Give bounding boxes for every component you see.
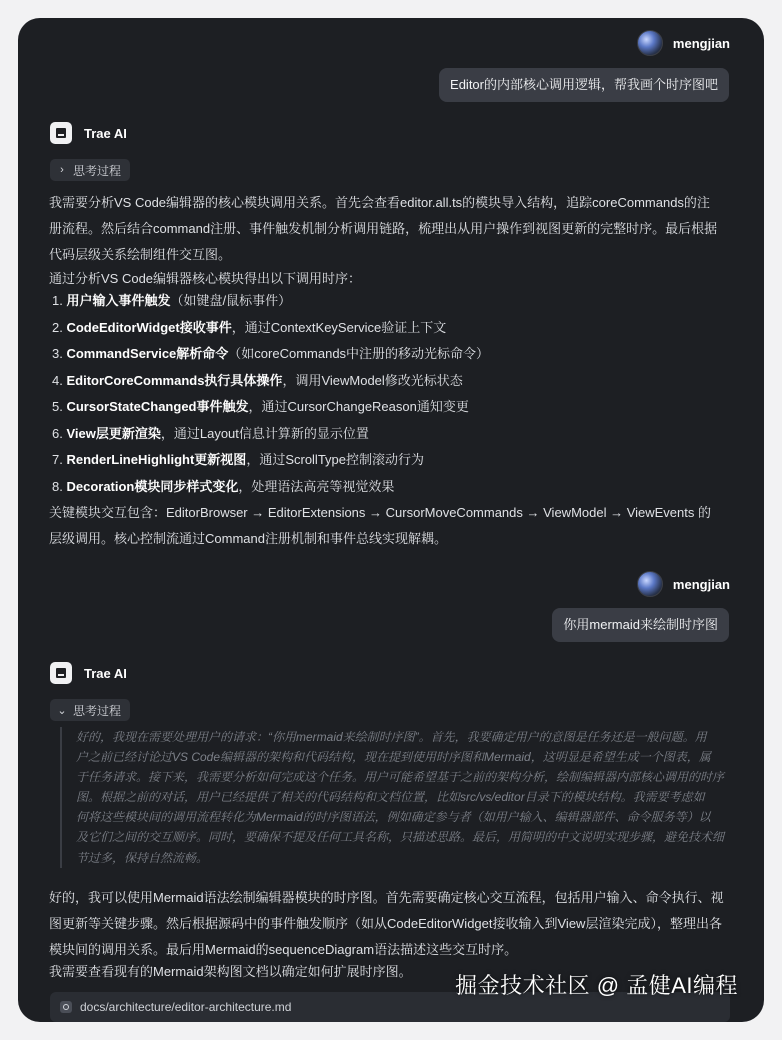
user-name: mengjian [672,576,730,592]
list-item: 6. View层更新渲染，通过Layout信息计算新的显示位置 [52,425,369,441]
ai-intro-paragraph [49,190,717,268]
text-line: 册流程。然后结合command注册、事件触发机制分析调用链路，梳理出从用户操作到视图更新的完整时序。最后根据 [49,221,718,236]
list-item: 8. Decoration模块同步样式变化，处理语法高亮等视觉效果 [52,478,395,494]
watermark: 掘金技术社区 @ 孟健AI编程 [455,973,738,998]
thinking-process-label: 思考过程 [73,163,122,178]
text-line: 层级调用。核心控制流通过Command注册机制和事件总线实现解耦。 [49,531,447,546]
user-avatar [637,571,663,597]
text-line: 我需要分析VS Code编辑器的核心模块调用关系。首先会查看editor.all.ts的模块导入结构，追踪coreCommands的注 [49,195,710,210]
chevron-down-icon: ⌄ [57,704,67,717]
text-line: 模块间的调用关系。最后用Mermaid的sequenceDiagram语法描述这些交互时序。 [49,942,518,957]
text-line: 节过多，保持自然流畅。 [76,850,209,865]
thinking-content [60,727,736,868]
ai-name: Trae AI [84,665,127,681]
thinking-process-toggle[interactable] [50,159,130,181]
text-line: 及它们之间的交互顺序。同时，要确保不提及任何工具名称，只描述思路。最后，用简明的中文说明实现步骤，避免技术细 [76,830,725,845]
user-message-bubble: Editor的内部核心调用逻辑，帮我画个时序图吧 [439,68,729,102]
text-line: 户之前已经讨论过VS Code编辑器的架构和代码结构，现在提到使用时序图和Mermaid，这明显是希望生成一个图表，属 [76,750,711,765]
user-header [637,571,730,597]
ai-check-text: 我需要查看现有的Mermaid架构图文档以确定如何扩展时序图。 [49,964,412,979]
text-line: 图更新等关键步骤。然后根据源码中的事件触发顺序（如从CodeEditorWidget接收输入到View层渲染完成），整理出各 [49,916,722,931]
thinking-process-label: 思考过程 [73,703,122,718]
text-line: 图。根据之前的对话，用户已经提供了相关的代码结构和文档位置，比如src/vs/editor目录下的模块结构。我需要考虑如 [76,790,705,805]
chevron-right-icon: › [60,164,64,176]
ai-answer-paragraph [49,885,724,963]
text-line: 何将这些模块间的调用流程转化为Mermaid的时序图语法，例如确定参与者（如用户输入、编辑器部件、命令服务等）以 [76,810,711,825]
user-header [637,30,730,56]
user-avatar [637,30,663,56]
list-item: 5. CursorStateChanged事件触发，通过CursorChangeReason通知变更 [52,399,469,414]
ai-header [50,122,127,144]
user-message-bubble: 你用mermaid来绘制时序图 [552,608,729,642]
list-item: 7. RenderLineHighlight更新视图，通过ScrollType控制滚动行为 [52,452,425,467]
text-line: 好的，我可以使用Mermaid语法绘制编辑器模块的时序图。首先需要确定核心交互流程，包括用户输入、命令执行、视 [49,890,724,905]
list-item: 1. 用户输入事件触发（如键盘/鼠标事件） [52,293,292,308]
text-line: 关键模块交互包含：EditorBrowser → EditorExtensions → CursorMoveCommands → ViewModel → ViewEvents 的 [49,505,711,520]
thinking-process-toggle[interactable] [50,699,130,721]
file-path: docs/architecture/editor-architecture.md [80,1000,292,1014]
ai-summary: 通过分析VS Code编辑器核心模块得出以下调用时序： [49,271,362,286]
text-line: 代码层级关系绘制组件交互图。 [49,247,232,262]
trae-logo-icon [50,122,72,144]
call-sequence-list [52,288,489,500]
chat-window [18,18,764,1022]
list-item: 4. EditorCoreCommands执行具体操作，调用ViewModel修改光标状态 [52,372,463,388]
text-line: 于任务请求。接下来，我需要分析如何完成这个任务。用户可能希望基于之前的架构分析，绘制编辑器内部核心调用的时序 [76,770,725,785]
ai-name: Trae AI [84,125,127,141]
user-name: mengjian [672,35,730,51]
list-item: 3. CommandService解析命令（如coreCommands中注册的移动光标命令） [52,346,490,361]
ai-key-modules [49,500,711,552]
text-line: 好的，我现在需要处理用户的请求：“你用mermaid来绘制时序图”。首先，我要确定用户的意图是任务还是一般问题。用 [76,730,707,744]
trae-logo-icon [50,662,72,684]
ai-header [50,662,127,684]
search-file-icon [60,1001,72,1013]
list-item: 2. CodeEditorWidget接收事件，通过ContextKeyService验证上下文 [52,319,447,335]
